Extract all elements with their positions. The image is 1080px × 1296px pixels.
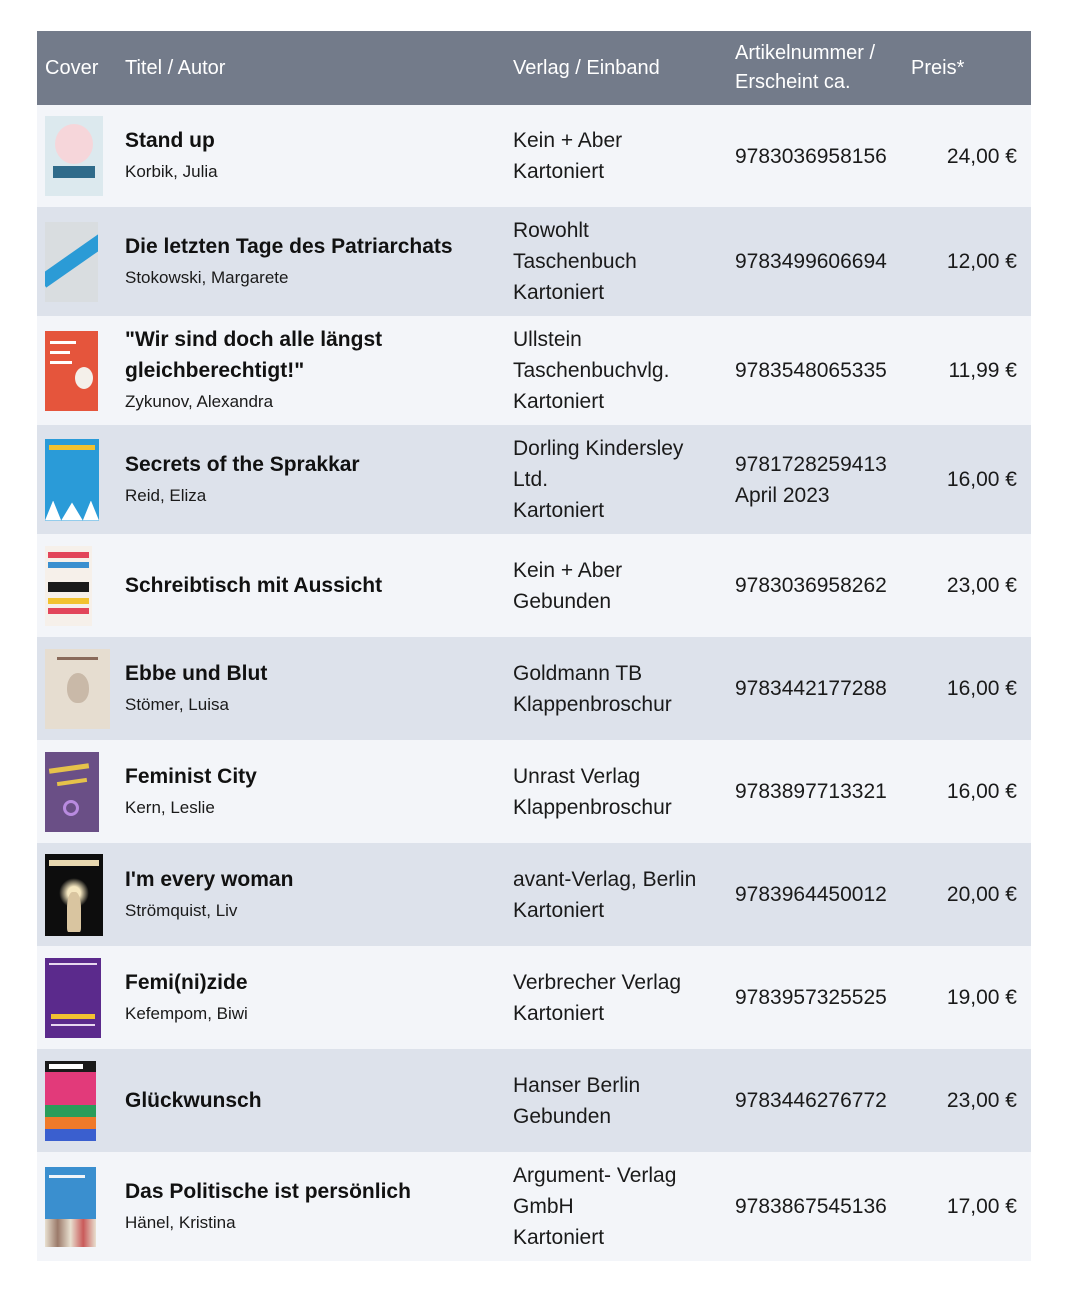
book-author[interactable]: Korbik, Julia bbox=[125, 162, 218, 181]
publisher-line: Unrast Verlag bbox=[513, 764, 641, 788]
book-cover-image[interactable] bbox=[45, 116, 103, 196]
book-author[interactable]: Strömquist, Liv bbox=[125, 900, 238, 920]
cover-art-band bbox=[48, 552, 89, 558]
title-author-cell bbox=[125, 324, 513, 417]
book-cover-image[interactable] bbox=[45, 1061, 96, 1141]
cover-art-line bbox=[50, 341, 76, 344]
article-cell bbox=[735, 141, 911, 172]
title-author-cell bbox=[125, 1176, 513, 1238]
publisher-cell bbox=[513, 125, 735, 187]
cover-art-portrait bbox=[67, 673, 89, 703]
binding-line: Kartoniert bbox=[513, 281, 605, 304]
article-number: 9783897713321 bbox=[735, 780, 887, 803]
publisher-cell bbox=[513, 1070, 735, 1132]
header-price: Preis* bbox=[911, 56, 965, 79]
cover-cell bbox=[37, 439, 125, 521]
publisher-line: Taschenbuchvlg. bbox=[513, 359, 670, 382]
header-article-number bbox=[735, 39, 911, 97]
cover-cell bbox=[37, 222, 125, 302]
price-cell: 17,00 € bbox=[946, 1195, 1017, 1218]
price-cell: 16,00 € bbox=[946, 468, 1017, 491]
cover-art-mountains bbox=[45, 501, 99, 521]
publisher-cell bbox=[513, 324, 735, 417]
cover-art-line bbox=[49, 1175, 85, 1178]
cover-art-line bbox=[57, 777, 87, 785]
book-cover-image[interactable] bbox=[45, 546, 92, 626]
cover-art-line bbox=[49, 1064, 83, 1069]
cover-art-line bbox=[50, 361, 72, 364]
cover-art-line bbox=[57, 657, 98, 660]
table-row[interactable] bbox=[37, 1049, 1031, 1152]
price-cell: 20,00 € bbox=[946, 883, 1017, 906]
article-cell bbox=[735, 355, 911, 386]
book-title[interactable]: Feminist City bbox=[125, 764, 257, 788]
binding-line: Kartoniert bbox=[513, 898, 605, 922]
publisher-line: Argument- Verlag bbox=[513, 1164, 677, 1187]
book-author[interactable]: Zykunov, Alexandra bbox=[125, 392, 274, 411]
price-cell: 12,00 € bbox=[946, 250, 1017, 273]
article-cell bbox=[735, 982, 911, 1013]
cover-cell bbox=[37, 116, 125, 196]
cover-cell bbox=[37, 1061, 125, 1141]
publisher-line: Rowohlt bbox=[513, 219, 589, 242]
publisher-cell bbox=[513, 433, 735, 526]
publisher-line: GmbH bbox=[513, 1195, 574, 1218]
publisher-cell bbox=[513, 1160, 735, 1253]
article-cell bbox=[735, 246, 911, 277]
title-author-cell bbox=[125, 658, 513, 720]
article-cell bbox=[735, 1191, 911, 1222]
publisher-cell bbox=[513, 761, 735, 823]
publisher-cell bbox=[513, 215, 735, 308]
book-author[interactable]: Kern, Leslie bbox=[125, 797, 215, 817]
publisher-line: avant-Verlag, Berlin bbox=[513, 867, 697, 891]
article-cell bbox=[735, 673, 911, 704]
title-author-cell bbox=[125, 864, 513, 926]
book-cover-image[interactable] bbox=[45, 331, 98, 411]
cover-art-line bbox=[49, 860, 99, 866]
book-cover-image[interactable] bbox=[45, 854, 103, 936]
table-row[interactable] bbox=[37, 534, 1031, 637]
cover-art-band bbox=[48, 598, 89, 604]
book-title[interactable]: Ebbe und Blut bbox=[125, 661, 268, 685]
book-author[interactable]: Hänel, Kristina bbox=[125, 1212, 236, 1232]
book-title[interactable]: Femi(ni)zide bbox=[125, 970, 248, 994]
article-cell bbox=[735, 776, 911, 807]
publisher-line: Ltd. bbox=[513, 468, 549, 491]
cover-cell bbox=[37, 546, 125, 626]
publisher-line: Ullstein bbox=[513, 328, 582, 351]
cover-art-band bbox=[48, 608, 89, 614]
release-date: April 2023 bbox=[735, 483, 830, 507]
binding-line: Gebunden bbox=[513, 1104, 612, 1128]
publisher-cell bbox=[513, 864, 735, 926]
binding-line: Kartoniert bbox=[513, 390, 605, 413]
binding-line: Gebunden bbox=[513, 589, 612, 613]
book-title[interactable]: Glückwunsch bbox=[125, 1089, 262, 1112]
title-author-cell bbox=[125, 1085, 513, 1116]
book-table bbox=[37, 31, 1031, 1261]
binding-line: Kartoniert bbox=[513, 1226, 605, 1249]
title-author-cell bbox=[125, 761, 513, 823]
price-cell: 23,00 € bbox=[946, 574, 1017, 597]
header-publisher-binding: Verlag / Einband bbox=[513, 56, 660, 79]
table-header bbox=[37, 31, 1031, 105]
binding-line: Kartoniert bbox=[513, 160, 605, 183]
cover-art-shape bbox=[55, 124, 93, 164]
cover-art-band bbox=[48, 562, 89, 568]
cover-cell bbox=[37, 331, 125, 411]
cover-art-line bbox=[51, 1024, 95, 1026]
book-cover-image[interactable] bbox=[45, 752, 99, 832]
cover-art-symbol bbox=[63, 800, 79, 816]
table-row[interactable] bbox=[37, 105, 1031, 207]
article-number: 9783964450012 bbox=[735, 883, 887, 906]
article-cell bbox=[735, 879, 911, 910]
cover-art-line bbox=[49, 763, 89, 774]
title-author-cell bbox=[125, 231, 513, 293]
price-cell: 24,00 € bbox=[946, 144, 1017, 168]
price-cell: 19,00 € bbox=[946, 986, 1017, 1009]
publisher-line: Taschenbuch bbox=[513, 250, 637, 273]
cover-art-band bbox=[53, 166, 95, 178]
title-author-cell bbox=[125, 570, 513, 601]
book-cover-image[interactable] bbox=[45, 958, 101, 1038]
publisher-cell bbox=[513, 967, 735, 1029]
header-article-line2: Erscheint ca. bbox=[735, 71, 851, 93]
cover-art-band bbox=[51, 1014, 95, 1019]
article-number: 9783499606694 bbox=[735, 250, 887, 273]
cover-art-line bbox=[49, 963, 97, 965]
article-number: 9781728259413 bbox=[735, 452, 887, 476]
article-number: 9783548065335 bbox=[735, 359, 887, 382]
title-author-cell bbox=[125, 125, 513, 187]
cover-art-line bbox=[50, 351, 70, 354]
header-article-line1: Artikelnummer / bbox=[735, 42, 876, 64]
publisher-line: Goldmann TB bbox=[513, 661, 643, 685]
table-row[interactable] bbox=[37, 207, 1031, 316]
article-number: 9783036958262 bbox=[735, 574, 887, 597]
table-row[interactable] bbox=[37, 1152, 1031, 1261]
cover-cell bbox=[37, 649, 125, 729]
publisher-line: Dorling Kindersley bbox=[513, 437, 684, 460]
table-row[interactable] bbox=[37, 637, 1031, 740]
table-row[interactable] bbox=[37, 843, 1031, 946]
cover-cell bbox=[37, 752, 125, 832]
publisher-cell bbox=[513, 658, 735, 720]
article-number: 9783442177288 bbox=[735, 677, 887, 700]
article-number: 9783036958156 bbox=[735, 144, 887, 168]
table-row[interactable] bbox=[37, 425, 1031, 534]
book-title[interactable]: Die letzten Tage des Patriarchats bbox=[125, 234, 453, 258]
publisher-line: Kein + Aber bbox=[513, 129, 623, 152]
article-cell bbox=[735, 570, 911, 601]
title-author-cell bbox=[125, 449, 513, 511]
table-row[interactable] bbox=[37, 946, 1031, 1049]
book-title[interactable]: Schreibtisch mit Aussicht bbox=[125, 574, 383, 597]
book-author[interactable]: Stokowski, Margarete bbox=[125, 267, 289, 287]
price-cell: 23,00 € bbox=[946, 1089, 1017, 1112]
header-title-author: Titel / Autor bbox=[125, 56, 226, 79]
book-cover-image[interactable] bbox=[45, 222, 98, 302]
cover-art-stripe bbox=[45, 230, 98, 287]
cover-art-figure bbox=[67, 892, 81, 932]
binding-line: Klappenbroschur bbox=[513, 795, 672, 819]
article-number: 9783446276772 bbox=[735, 1089, 887, 1112]
header-cover: Cover bbox=[45, 56, 99, 79]
book-title-line[interactable]: gleichberechtigt!" bbox=[125, 359, 305, 382]
book-title[interactable]: Secrets of the Sprakkar bbox=[125, 452, 360, 476]
price-cell: 16,00 € bbox=[946, 780, 1017, 803]
title-author-cell bbox=[125, 967, 513, 1029]
book-cover-image[interactable] bbox=[45, 439, 99, 521]
publisher-cell bbox=[513, 555, 735, 617]
binding-line: Kartoniert bbox=[513, 499, 605, 522]
article-number: 9783867545136 bbox=[735, 1195, 887, 1218]
cover-art-portrait bbox=[75, 367, 93, 389]
price-cell: 16,00 € bbox=[946, 677, 1017, 700]
book-title[interactable]: I'm every woman bbox=[125, 867, 294, 891]
binding-line: Klappenbroschur bbox=[513, 692, 672, 716]
book-title[interactable]: Stand up bbox=[125, 129, 215, 152]
cover-art-crowd bbox=[45, 1219, 96, 1247]
book-author[interactable]: Stömer, Luisa bbox=[125, 694, 229, 714]
cover-cell bbox=[37, 958, 125, 1038]
publisher-line: Hanser Berlin bbox=[513, 1073, 641, 1097]
binding-line: Kartoniert bbox=[513, 1001, 605, 1025]
book-cover-image[interactable] bbox=[45, 1167, 96, 1247]
article-number: 9783957325525 bbox=[735, 986, 887, 1009]
book-cover-image[interactable] bbox=[45, 649, 110, 729]
price-cell: 11,99 € bbox=[948, 359, 1017, 382]
cover-art-band bbox=[48, 582, 89, 592]
book-title-line[interactable]: "Wir sind doch alle längst bbox=[125, 328, 383, 351]
book-author[interactable]: Kefempom, Biwi bbox=[125, 1003, 248, 1023]
table-row[interactable] bbox=[37, 740, 1031, 843]
cover-art-band bbox=[49, 445, 95, 450]
article-cell bbox=[735, 449, 911, 511]
cover-cell bbox=[37, 1167, 125, 1247]
book-author[interactable]: Reid, Eliza bbox=[125, 485, 207, 505]
publisher-line: Kein + Aber bbox=[513, 558, 623, 582]
cover-cell bbox=[37, 854, 125, 936]
book-title[interactable]: Das Politische ist persönlich bbox=[125, 1179, 411, 1203]
publisher-line: Verbrecher Verlag bbox=[513, 970, 682, 994]
table-row[interactable] bbox=[37, 316, 1031, 425]
article-cell bbox=[735, 1085, 911, 1116]
